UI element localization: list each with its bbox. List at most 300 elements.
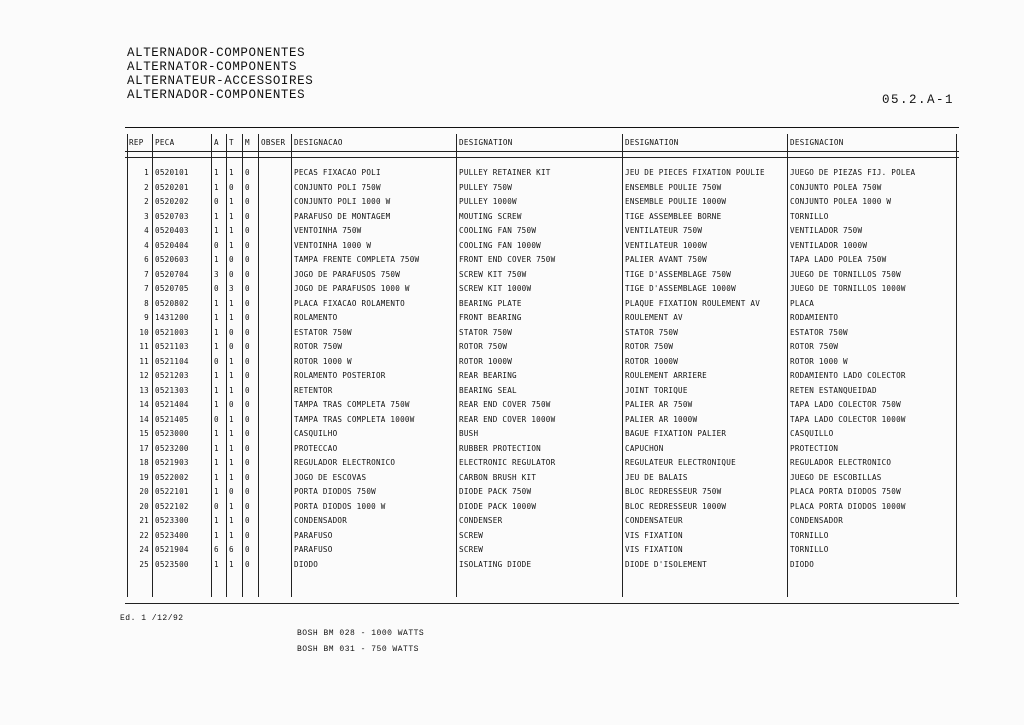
m-cell: 0	[245, 487, 250, 496]
table-row	[125, 326, 959, 341]
a-cell: 0	[214, 284, 219, 293]
rep-cell: 24	[139, 545, 149, 554]
rep-cell: 19	[139, 472, 149, 482]
t-cell: 1	[229, 501, 234, 511]
rep-cell: 18	[139, 458, 149, 467]
designation-en-cell: CARBON BRUSH KIT	[459, 472, 537, 482]
designacao-cell: VENTOINHA 1000 W	[294, 240, 372, 250]
designacao-cell: ROLAMENTO	[294, 313, 338, 322]
designacao-cell: PARAFUSO	[294, 530, 333, 540]
model-line-1: BOSH BM 028 - 1000 WATTS	[297, 629, 425, 638]
designation-fr-cell: VIS FIXATION	[625, 545, 683, 554]
table-row	[125, 500, 959, 515]
designacion-cell: VENTILADOR 1000W	[790, 240, 868, 250]
m-cell: 0	[245, 226, 250, 235]
col-header-a: A	[214, 138, 219, 147]
peca-cell: 0521404	[155, 400, 189, 409]
peca-cell: 0521303	[155, 385, 189, 395]
designacion-cell: JUEGO DE TORNILLOS 750W	[790, 269, 901, 279]
a-cell: 0	[214, 197, 219, 206]
peca-cell: 0520101	[155, 168, 189, 177]
table-row	[125, 239, 959, 254]
t-cell: 1	[229, 168, 234, 177]
designation-fr-cell: DIODE D'ISOLEMENT	[625, 559, 707, 569]
m-cell: 0	[245, 458, 250, 467]
designation-en-cell: REAR END COVER 750W	[459, 400, 551, 409]
designation-fr-cell: ROULEMENT ARRIERE	[625, 371, 707, 380]
designacao-cell: ROLAMENTO POSTERIOR	[294, 371, 386, 380]
a-cell: 3	[214, 269, 219, 279]
designation-en-cell: BUSH	[459, 429, 479, 438]
designation-fr-cell: TIGE D'ASSEMBLAGE 750W	[625, 269, 732, 279]
designacion-cell: PLACA	[790, 298, 815, 308]
col-header-rep: REP	[129, 138, 144, 147]
a-cell: 1	[214, 385, 219, 395]
designation-fr-cell: PALIER AR 750W	[625, 400, 693, 409]
designacao-cell: PORTA DIODOS 750W	[294, 487, 376, 496]
table-row	[125, 471, 959, 486]
t-cell: 0	[229, 342, 234, 351]
peca-cell: 1431200	[155, 313, 189, 322]
t-cell: 0	[229, 255, 234, 264]
designation-fr-cell: PLAQUE FIXATION ROULEMENT AV	[625, 298, 761, 308]
peca-cell: 0520403	[155, 226, 189, 235]
designacion-cell: CONJUNTO POLEA 1000 W	[790, 197, 892, 206]
designacao-cell: CASQUILHO	[294, 429, 338, 438]
t-cell: 1	[229, 356, 234, 366]
designacao-cell: PORTA DIODOS 1000 W	[294, 501, 386, 511]
designation-en-cell: BEARING PLATE	[459, 298, 522, 308]
peca-cell: 0520802	[155, 298, 189, 308]
m-cell: 0	[245, 313, 250, 322]
a-cell: 0	[214, 501, 219, 511]
t-cell: 1	[229, 298, 234, 308]
a-cell: 1	[214, 429, 219, 438]
designacao-cell: CONJUNTO POLI 750W	[294, 182, 381, 192]
t-cell: 1	[229, 530, 234, 540]
peca-cell: 0522102	[155, 501, 189, 511]
designation-en-cell: REAR BEARING	[459, 371, 517, 380]
peca-cell: 0521203	[155, 371, 189, 380]
t-cell: 1	[229, 371, 234, 380]
designacao-cell: CONJUNTO POLI 1000 W	[294, 197, 391, 206]
peca-cell: 0521003	[155, 327, 189, 337]
peca-cell: 0523400	[155, 530, 189, 540]
table-row	[125, 384, 959, 399]
a-cell: 1	[214, 559, 219, 569]
designation-en-cell: ROTOR 1000W	[459, 356, 513, 366]
table-row	[125, 369, 959, 384]
peca-cell: 0520404	[155, 240, 189, 250]
rep-cell: 7	[144, 284, 149, 293]
designacion-cell: CONDENSADOR	[790, 516, 844, 525]
t-cell: 1	[229, 559, 234, 569]
rep-cell: 13	[139, 385, 149, 395]
table-row	[125, 166, 959, 181]
designation-en-cell: COOLING FAN 750W	[459, 226, 537, 235]
designacion-cell: TAPA LADO POLEA 750W	[790, 255, 887, 264]
peca-cell: 0522002	[155, 472, 189, 482]
a-cell: 1	[214, 226, 219, 235]
peca-cell: 0520202	[155, 197, 189, 206]
col-header-designacao: DESIGNACAO	[294, 138, 343, 147]
designation-en-cell: PULLEY 1000W	[459, 197, 517, 206]
table-row	[125, 195, 959, 210]
designation-en-cell: BEARING SEAL	[459, 385, 517, 395]
designation-en-cell: ISOLATING DIODE	[459, 559, 532, 569]
rep-cell: 15	[139, 429, 149, 438]
designation-en-cell: PULLEY RETAINER KIT	[459, 168, 551, 177]
m-cell: 0	[245, 443, 250, 453]
a-cell: 1	[214, 443, 219, 453]
designacao-cell: RETENTOR	[294, 385, 333, 395]
m-cell: 0	[245, 284, 250, 293]
title-fr: ALTERNATEUR-ACCESSOIRES	[127, 74, 314, 88]
t-cell: 1	[229, 429, 234, 438]
designation-en-cell: SCREW KIT 750W	[459, 269, 527, 279]
table-row	[125, 485, 959, 500]
rep-cell: 20	[139, 487, 149, 496]
designation-en-cell: FRONT END COVER 750W	[459, 255, 556, 264]
designacao-cell: TAMPA TRAS COMPLETA 750W	[294, 400, 410, 409]
designation-en-cell: SCREW KIT 1000W	[459, 284, 532, 293]
designation-en-cell: SCREW	[459, 545, 484, 554]
table-row	[125, 543, 959, 558]
designation-en-cell: PULLEY 750W	[459, 182, 513, 192]
rep-cell: 17	[139, 443, 149, 453]
t-cell: 1	[229, 472, 234, 482]
m-cell: 0	[245, 400, 250, 409]
designation-en-cell: FRONT BEARING	[459, 313, 522, 322]
m-cell: 0	[245, 342, 250, 351]
a-cell: 1	[214, 458, 219, 467]
t-cell: 1	[229, 197, 234, 206]
designacao-cell: PROTECCAO	[294, 443, 338, 453]
designation-fr-cell: TIGE ASSEMBLEE BORNE	[625, 211, 722, 221]
col-header-designacion: DESIGNACION	[790, 138, 844, 147]
peca-cell: 0520703	[155, 211, 189, 221]
m-cell: 0	[245, 240, 250, 250]
designacion-cell: ESTATOR 750W	[790, 327, 848, 337]
designation-fr-cell: ROULEMENT AV	[625, 313, 683, 322]
col-header-designation-en: DESIGNATION	[459, 138, 513, 147]
peca-cell: 0523500	[155, 559, 189, 569]
designation-fr-cell: REGULATEUR ELECTRONIQUE	[625, 458, 736, 467]
peca-cell: 0521103	[155, 342, 189, 351]
rep-cell: 10	[139, 327, 149, 337]
peca-cell: 0521405	[155, 414, 189, 424]
t-cell: 1	[229, 385, 234, 395]
header-divider	[125, 151, 959, 152]
table-row	[125, 398, 959, 413]
col-header-designation-fr: DESIGNATION	[625, 138, 679, 147]
col-header-obser: OBSER	[261, 138, 286, 147]
t-cell: 0	[229, 400, 234, 409]
rep-cell: 20	[139, 501, 149, 511]
designacion-cell: ROTOR 1000 W	[790, 356, 848, 366]
table-row	[125, 558, 959, 573]
rep-cell: 25	[139, 559, 149, 569]
designacion-cell: VENTILADOR 750W	[790, 226, 863, 235]
designacao-cell: JOGO DE PARAFUSOS 750W	[294, 269, 401, 279]
designacao-cell: DIODO	[294, 559, 319, 569]
a-cell: 0	[214, 356, 219, 366]
table-row	[125, 427, 959, 442]
designacao-cell: PLACA FIXACAO ROLAMENTO	[294, 298, 405, 308]
rep-cell: 1	[144, 168, 149, 177]
designation-fr-cell: JEU DE BALAIS	[625, 472, 688, 482]
t-cell: 1	[229, 240, 234, 250]
title-pt: ALTERNADOR-COMPONENTES	[127, 46, 306, 60]
m-cell: 0	[245, 356, 250, 366]
designacao-cell: PARAFUSO	[294, 545, 333, 554]
a-cell: 1	[214, 371, 219, 380]
col-header-peca: PECA	[155, 138, 175, 147]
t-cell: 1	[229, 516, 234, 525]
m-cell: 0	[245, 429, 250, 438]
rep-cell: 8	[144, 298, 149, 308]
designacao-cell: REGULADOR ELECTRONICO	[294, 458, 396, 467]
table-row	[125, 210, 959, 225]
a-cell: 0	[214, 414, 219, 424]
designacion-cell: CASQUILLO	[790, 429, 834, 438]
designacion-cell: TAPA LADO COLECTOR 750W	[790, 400, 901, 409]
m-cell: 0	[245, 211, 250, 221]
designacion-cell: RODAMIENTO	[790, 313, 839, 322]
designacion-cell: PLACA PORTA DIODOS 1000W	[790, 501, 906, 511]
title-es: ALTERNADOR-COMPONENTES	[127, 88, 306, 102]
designation-fr-cell: VIS FIXATION	[625, 530, 683, 540]
designacion-cell: TAPA LADO COLECTOR 1000W	[790, 414, 906, 424]
designation-fr-cell: ROTOR 750W	[625, 342, 674, 351]
rep-cell: 4	[144, 240, 149, 250]
t-cell: 1	[229, 414, 234, 424]
designation-fr-cell: JOINT TORIQUE	[625, 385, 688, 395]
a-cell: 1	[214, 168, 219, 177]
table-row	[125, 413, 959, 428]
m-cell: 0	[245, 327, 250, 337]
rep-cell: 14	[139, 400, 149, 409]
designacao-cell: ROTOR 1000 W	[294, 356, 352, 366]
a-cell: 1	[214, 313, 219, 322]
m-cell: 0	[245, 501, 250, 511]
m-cell: 0	[245, 530, 250, 540]
designacion-cell: REGULADOR ELECTRONICO	[790, 458, 892, 467]
peca-cell: 0523300	[155, 516, 189, 525]
designation-fr-cell: BAGUE FIXATION PALIER	[625, 429, 727, 438]
designation-fr-cell: VENTILATEUR 750W	[625, 226, 703, 235]
designation-en-cell: CONDENSER	[459, 516, 503, 525]
rep-cell: 21	[139, 516, 149, 525]
peca-cell: 0523200	[155, 443, 189, 453]
a-cell: 1	[214, 255, 219, 264]
table-row	[125, 340, 959, 355]
designation-fr-cell: BLOC REDRESSEUR 1000W	[625, 501, 727, 511]
designation-en-cell: REAR END COVER 1000W	[459, 414, 556, 424]
m-cell: 0	[245, 545, 250, 554]
t-cell: 0	[229, 487, 234, 496]
m-cell: 0	[245, 371, 250, 380]
model-line-2: BOSH BM 031 - 750 WATTS	[297, 645, 419, 654]
rep-cell: 3	[144, 211, 149, 221]
designation-fr-cell: BLOC REDRESSEUR 750W	[625, 487, 722, 496]
designation-fr-cell: CONDENSATEUR	[625, 516, 683, 525]
rep-cell: 4	[144, 226, 149, 235]
designacion-cell: JUEGO DE PIEZAS FIJ. POLEA	[790, 168, 916, 177]
edition-note: Ed. 1 /12/92	[120, 614, 184, 623]
t-cell: 1	[229, 226, 234, 235]
page-code: 05.2.A-1	[882, 93, 955, 107]
table-row	[125, 253, 959, 268]
designacion-cell: TORNILLO	[790, 545, 829, 554]
m-cell: 0	[245, 269, 250, 279]
designation-fr-cell: TIGE D'ASSEMBLAGE 1000W	[625, 284, 736, 293]
peca-cell: 0520705	[155, 284, 189, 293]
designation-en-cell: DIODE PACK 750W	[459, 487, 532, 496]
table-row	[125, 456, 959, 471]
t-cell: 6	[229, 545, 234, 554]
m-cell: 0	[245, 197, 250, 206]
designacion-cell: CONJUNTO POLEA 750W	[790, 182, 882, 192]
designation-fr-cell: CAPUCHON	[625, 443, 664, 453]
designation-en-cell: DIODE PACK 1000W	[459, 501, 537, 511]
a-cell: 1	[214, 472, 219, 482]
table-row	[125, 181, 959, 196]
rep-cell: 7	[144, 269, 149, 279]
document-title-block	[127, 46, 313, 102]
designacion-cell: DIODO	[790, 559, 815, 569]
m-cell: 0	[245, 516, 250, 525]
m-cell: 0	[245, 182, 250, 192]
designation-en-cell: ELECTRONIC REGULATOR	[459, 458, 556, 467]
table-row	[125, 529, 959, 544]
designation-en-cell: ROTOR 750W	[459, 342, 508, 351]
a-cell: 1	[214, 530, 219, 540]
table-row	[125, 268, 959, 283]
a-cell: 1	[214, 487, 219, 496]
a-cell: 1	[214, 516, 219, 525]
designacion-cell: JUEGO DE ESCOBILLAS	[790, 472, 882, 482]
t-cell: 1	[229, 458, 234, 467]
rep-cell: 22	[139, 530, 149, 540]
designacion-cell: TORNILLO	[790, 530, 829, 540]
designation-en-cell: MOUTING SCREW	[459, 211, 522, 221]
designacion-cell: PROTECTION	[790, 443, 839, 453]
designation-fr-cell: ENSEMBLE POULIE 750W	[625, 182, 722, 192]
designacion-cell: RETEN ESTANQUEIDAD	[790, 385, 877, 395]
parts-table	[125, 127, 959, 604]
peca-cell: 0520603	[155, 255, 189, 264]
designacion-cell: TORNILLO	[790, 211, 829, 221]
a-cell: 1	[214, 182, 219, 192]
table-row	[125, 282, 959, 297]
peca-cell: 0520704	[155, 269, 189, 279]
m-cell: 0	[245, 472, 250, 482]
designacion-cell: ROTOR 750W	[790, 342, 839, 351]
designacion-cell: JUEGO DE TORNILLOS 1000W	[790, 284, 906, 293]
rep-cell: 12	[139, 371, 149, 380]
designacao-cell: JOGO DE ESCOVAS	[294, 472, 367, 482]
designation-fr-cell: PALIER AVANT 750W	[625, 255, 707, 264]
designation-fr-cell: STATOR 750W	[625, 327, 679, 337]
designation-en-cell: STATOR 750W	[459, 327, 513, 337]
designacao-cell: PECAS FIXACAO POLI	[294, 168, 381, 177]
a-cell: 1	[214, 400, 219, 409]
table-row	[125, 311, 959, 326]
a-cell: 1	[214, 298, 219, 308]
t-cell: 0	[229, 269, 234, 279]
designacao-cell: ESTATOR 750W	[294, 327, 352, 337]
designation-fr-cell: VENTILATEUR 1000W	[625, 240, 707, 250]
designacao-cell: TAMPA FRENTE COMPLETA 750W	[294, 255, 420, 264]
designacao-cell: TAMPA TRAS COMPLETA 1000W	[294, 414, 415, 424]
rep-cell: 6	[144, 255, 149, 264]
a-cell: 6	[214, 545, 219, 554]
m-cell: 0	[245, 559, 250, 569]
designacao-cell: CONDENSADOR	[294, 516, 348, 525]
rep-cell: 2	[144, 182, 149, 192]
rep-cell: 14	[139, 414, 149, 424]
designacao-cell: ROTOR 750W	[294, 342, 343, 351]
designation-fr-cell: JEU DE PIECES FIXATION POULIE	[625, 168, 765, 177]
designacion-cell: RODAMIENTO LADO COLECTOR	[790, 371, 906, 380]
peca-cell: 0521104	[155, 356, 189, 366]
title-en: ALTERNATOR-COMPONENTS	[127, 60, 298, 74]
t-cell: 1	[229, 313, 234, 322]
peca-cell: 0521904	[155, 545, 189, 554]
designation-en-cell: RUBBER PROTECTION	[459, 443, 541, 453]
m-cell: 0	[245, 168, 250, 177]
rep-cell: 11	[139, 342, 149, 351]
rep-cell: 2	[144, 197, 149, 206]
a-cell: 1	[214, 342, 219, 351]
t-cell: 3	[229, 284, 234, 293]
designation-en-cell: COOLING FAN 1000W	[459, 240, 541, 250]
t-cell: 1	[229, 211, 234, 221]
table-row	[125, 297, 959, 312]
peca-cell: 0521903	[155, 458, 189, 467]
designation-fr-cell: ENSEMBLE POULIE 1000W	[625, 197, 727, 206]
a-cell: 1	[214, 211, 219, 221]
designation-en-cell: SCREW	[459, 530, 484, 540]
table-row	[125, 224, 959, 239]
m-cell: 0	[245, 255, 250, 264]
designacao-cell: JOGO DE PARAFUSOS 1000 W	[294, 284, 410, 293]
t-cell: 1	[229, 443, 234, 453]
t-cell: 0	[229, 182, 234, 192]
designation-fr-cell: ROTOR 1000W	[625, 356, 679, 366]
a-cell: 1	[214, 327, 219, 337]
designacao-cell: PARAFUSO DE MONTAGEM	[294, 211, 391, 221]
table-row	[125, 442, 959, 457]
header-divider-lower	[125, 157, 959, 158]
t-cell: 0	[229, 327, 234, 337]
col-header-t: T	[229, 138, 234, 147]
rep-cell: 9	[144, 313, 149, 322]
designacao-cell: VENTOINHA 750W	[294, 226, 362, 235]
m-cell: 0	[245, 385, 250, 395]
m-cell: 0	[245, 414, 250, 424]
a-cell: 0	[214, 240, 219, 250]
designacion-cell: PLACA PORTA DIODOS 750W	[790, 487, 901, 496]
peca-cell: 0523000	[155, 429, 189, 438]
designation-fr-cell: PALIER AR 1000W	[625, 414, 698, 424]
rep-cell: 11	[139, 356, 149, 366]
col-header-m: M	[245, 138, 250, 147]
m-cell: 0	[245, 298, 250, 308]
table-row	[125, 514, 959, 529]
peca-cell: 0520201	[155, 182, 189, 192]
